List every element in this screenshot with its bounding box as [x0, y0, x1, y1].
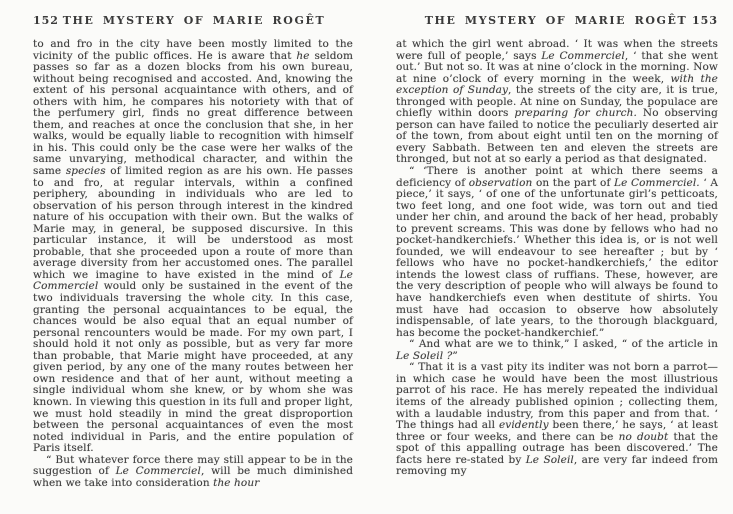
page-number-left: 152 — [33, 14, 59, 27]
paragraph — [33, 39, 353, 455]
text-run-italic: species — [65, 165, 106, 178]
text-run: , will be much diminished when we take into consideration — [33, 465, 354, 489]
text-run: to and fro in the city have been mostly limited to the vicinity of the public offices. He is aware that — [33, 38, 353, 62]
text-run-italic: Le Commerciel. — [614, 176, 700, 189]
paragraph — [396, 166, 718, 339]
text-run-italic: Le Commerciel — [115, 465, 201, 478]
text-run: , the streets of the city are, it is true, thronged with people. At nine on Sunday, the populace are chiefly within doors — [396, 84, 719, 120]
text-run-italic: Le Soleil ? — [396, 349, 453, 362]
text-run: ‘ A piece,’ it says, ‘ of one of the unfortunate girl’s petticoats, two feet long, and one foot wide, was torn out and tied under her chin, and around the back of her head, probably to prevent screams. This was done by fellows who had no pocket-handkerchiefs.’ Whether this idea is, or is not well founded, we will endeavour to see hereafter ; but by ‘ fellows who have no pocket-handkerchiefs,’ the editor intends the lowest class of ruffians. These, however, are the very description of people who will always be found to have handkerchiefs even when destitute of shirts. You must have had occasion to observe how absolutely indispensable, of late years, to the thorough blackguard, has become the pocket-handkerchief.” — [396, 176, 719, 339]
paragraph — [33, 455, 353, 490]
text-run: on the part of — [532, 176, 615, 189]
text-run: “ ‘There is another point at which there seems a deficiency of — [396, 165, 718, 189]
running-head-right — [396, 14, 718, 27]
text-run-italic: he — [296, 49, 310, 62]
page-left — [33, 14, 353, 489]
text-run: ” — [452, 349, 458, 362]
text-run-italic: evidently — [498, 419, 549, 432]
text-run-italic: with the exception of Sunday — [396, 72, 718, 97]
text-run: “ That it is a vast pity its inditer was not born a parrot—in which case he would have been the most illustrious parrot of his race. He has merely repeated the individual items of the already published opinion ; collecting them, with a laudable industry, from this paper and from that. ‘ The things had all — [396, 361, 718, 432]
text-run: been there,’ he says, ‘ at least three or four weeks, and there can be — [396, 419, 718, 443]
paragraph — [396, 339, 718, 362]
paragraph — [396, 39, 718, 166]
page-text-right — [396, 39, 718, 478]
text-run: , ‘ that she went out.’ But not so. It was at nine o’clock in the morning. Now at nine o’clock of every morning in the week, — [396, 49, 719, 85]
text-run: of limited region as are his own. He passes to and fro, at regular intervals, within a confined periphery, abounding in individuals who are led to observation of his person through interest in the kindred nature of his occupation with their own. But the walks of Marie may, in general, be supposed discursive. In this particular instance, it will be understood as most probable, that she proceeded upon a route of more than average diversity from her accustomed ones. The parallel which we imagine to have existed in the mind of — [33, 165, 353, 281]
text-run: , are very far indeed from removing my — [396, 453, 719, 478]
text-run: would only be sustained in the event of the two individuals traversing the whole city. In this case, granting the personal acquaintances to be equal, the chances would be also equal that an equal number of personal rencounters would be made. For my own part, I should hold it not only as possible, but as very far more than probable, that Marie might have proceeded, at any given period, by any one of the many routes between her own residence and that of her aunt, without meeting a single individual whom she knew, or by whom she was known. In viewing this question in its full and proper light, we must hold steadily in mind the great disproportion between the personal acquaintances of even the most noted individual in Paris, and the entire population of Paris itself. — [33, 280, 353, 455]
text-run-italic: observation — [468, 176, 533, 189]
text-run-italic: no doubt — [618, 430, 669, 443]
running-title-right: THE MYSTERY OF MARIE ROGÊT — [424, 14, 688, 27]
text-run-italic: Le Commerciel — [33, 268, 353, 293]
text-run: that the spot of this appalling outrage has been discovered.’ The facts here re-stated by — [396, 430, 719, 466]
text-run: “ And what are we to think,” I asked, “ of the article in — [409, 338, 718, 351]
running-head-left — [33, 14, 353, 27]
text-run-italic: Le Soleil — [525, 453, 574, 466]
page-right — [396, 14, 718, 478]
text-run-italic: Le Commerciel — [541, 49, 625, 62]
text-run-italic: the hour — [213, 476, 260, 489]
paragraph — [396, 362, 718, 477]
text-run-italic: preparing for church. — [514, 107, 637, 120]
page-number-right: 153 — [692, 14, 718, 27]
text-run: seldom passes so far as a dozen blocks from his own bureau, without being recognised and accosted. And, knowing the extent of his personal acquaintance with others, and of others with him, he compares his notoriety with that of the perfumery girl, finds no great difference between them, and reaches at once the conclusion that she, in her walks, would be equally liable to recognition with himself in his. This could only be the case were her walks of the same unvarying, methodical character, and within the same — [33, 49, 354, 178]
running-title-left: THE MYSTERY OF MARIE ROGÊT — [62, 14, 326, 27]
text-run: No observing person can have failed to notice the peculiarly deserted air of the town, from about eight until ten on the morning of every Sabbath. Between ten and eleven the streets are thronged, but not at so early a period as that designated. — [396, 107, 718, 166]
text-run: at which the girl went abroad. ‘ It was when the streets were full of people,’ says — [396, 38, 718, 62]
page-text-left — [33, 39, 353, 489]
text-run: “ But whatever force there may still appear to be in the suggestion of — [33, 453, 353, 478]
